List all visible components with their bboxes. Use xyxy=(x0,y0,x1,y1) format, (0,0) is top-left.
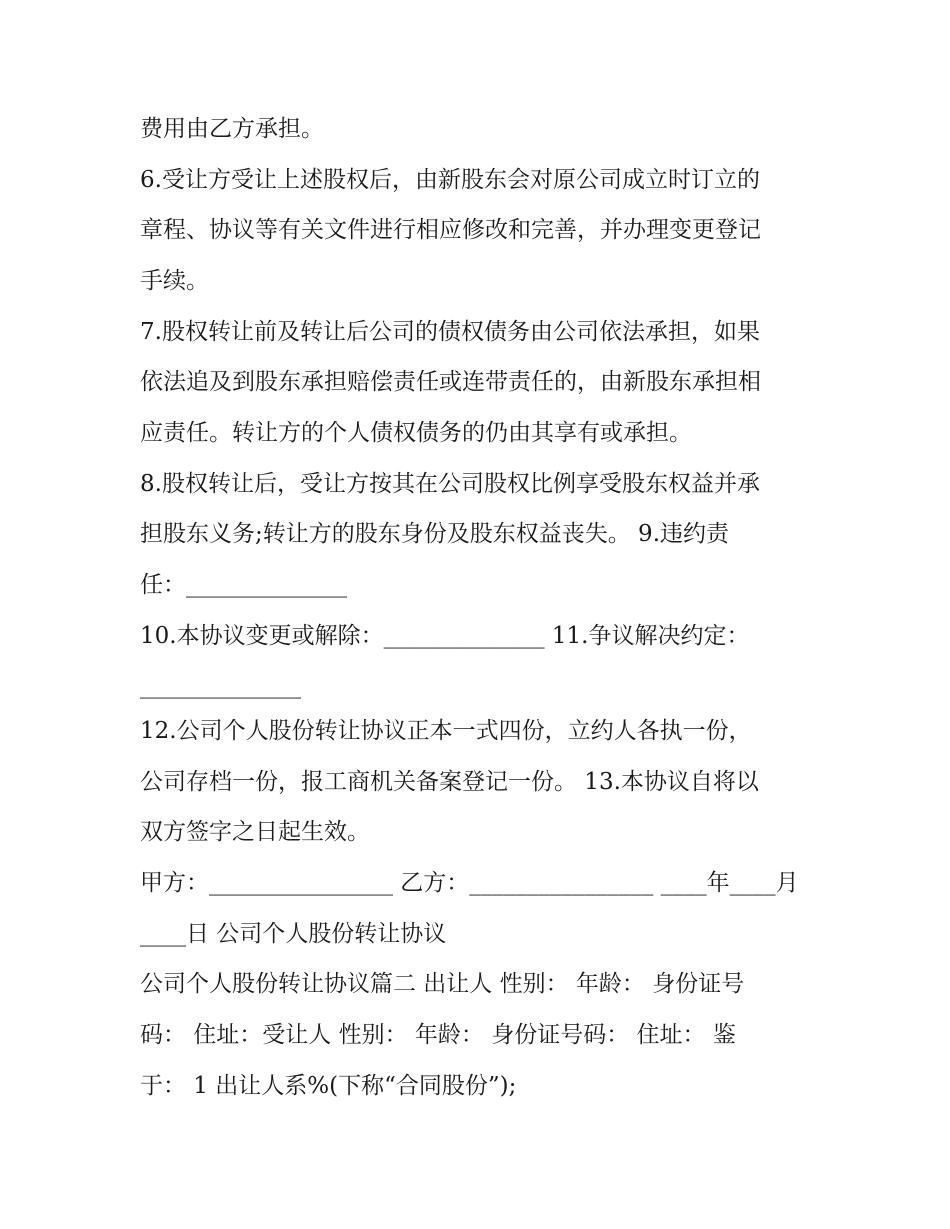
text-line: 章程、协议等有关文件进行相应修改和完善，并办理变更登记 xyxy=(140,217,761,243)
text-line: 12.公司个人股份转让协议正本一式四份，立约人各执一份， xyxy=(140,718,752,744)
text-line: 6.受让方受让上述股权后，由新股东会对原公司成立时订立的 xyxy=(140,167,760,193)
text-line: 码： 住址：受让人 性别： 年龄： 身份证号码： 住址： 鉴 xyxy=(140,1022,736,1048)
text-line: 费用由乙方承担。 xyxy=(140,116,324,142)
text-line: 依法追及到股东承担赔偿责任或连带责任的，由新股东承担相 xyxy=(140,369,761,395)
text-line: 应责任。转让方的个人债权债务的仍由其享有或承担。 xyxy=(140,420,692,446)
text-line: 公司个人股份转让协议篇二 出让人 性别： 年龄： 身份证号 xyxy=(140,971,745,997)
text-line: ____日 公司个人股份转让协议 xyxy=(140,921,447,947)
text-line: 于： 1 出让人系%(下称“合同股份”); xyxy=(140,1073,517,1099)
text-line: 任：______________ xyxy=(140,572,347,598)
text-line: 甲方：________________ 乙方：________________ ____年____月 xyxy=(140,870,799,896)
text-line: 7.股权转让前及转让后公司的债权债务由公司依法承担，如果 xyxy=(140,319,760,345)
text-line: 10.本协议变更或解除：______________ 11.争议解决约定： xyxy=(140,623,750,649)
text-line: 手续。 xyxy=(140,268,209,294)
text-line: 担股东义务;转让方的股东身份及股东权益丧失。 9.违约责 xyxy=(140,521,730,547)
text-line: 公司存档一份，报工商机关备案登记一份。 13.本协议自将以 xyxy=(140,769,759,795)
text-line: 双方签字之日起生效。 xyxy=(140,819,370,845)
text-line: ______________ xyxy=(140,673,301,699)
text-line: 8.股权转让后，受让方按其在公司股权比例享受股东权益并承 xyxy=(140,471,760,497)
